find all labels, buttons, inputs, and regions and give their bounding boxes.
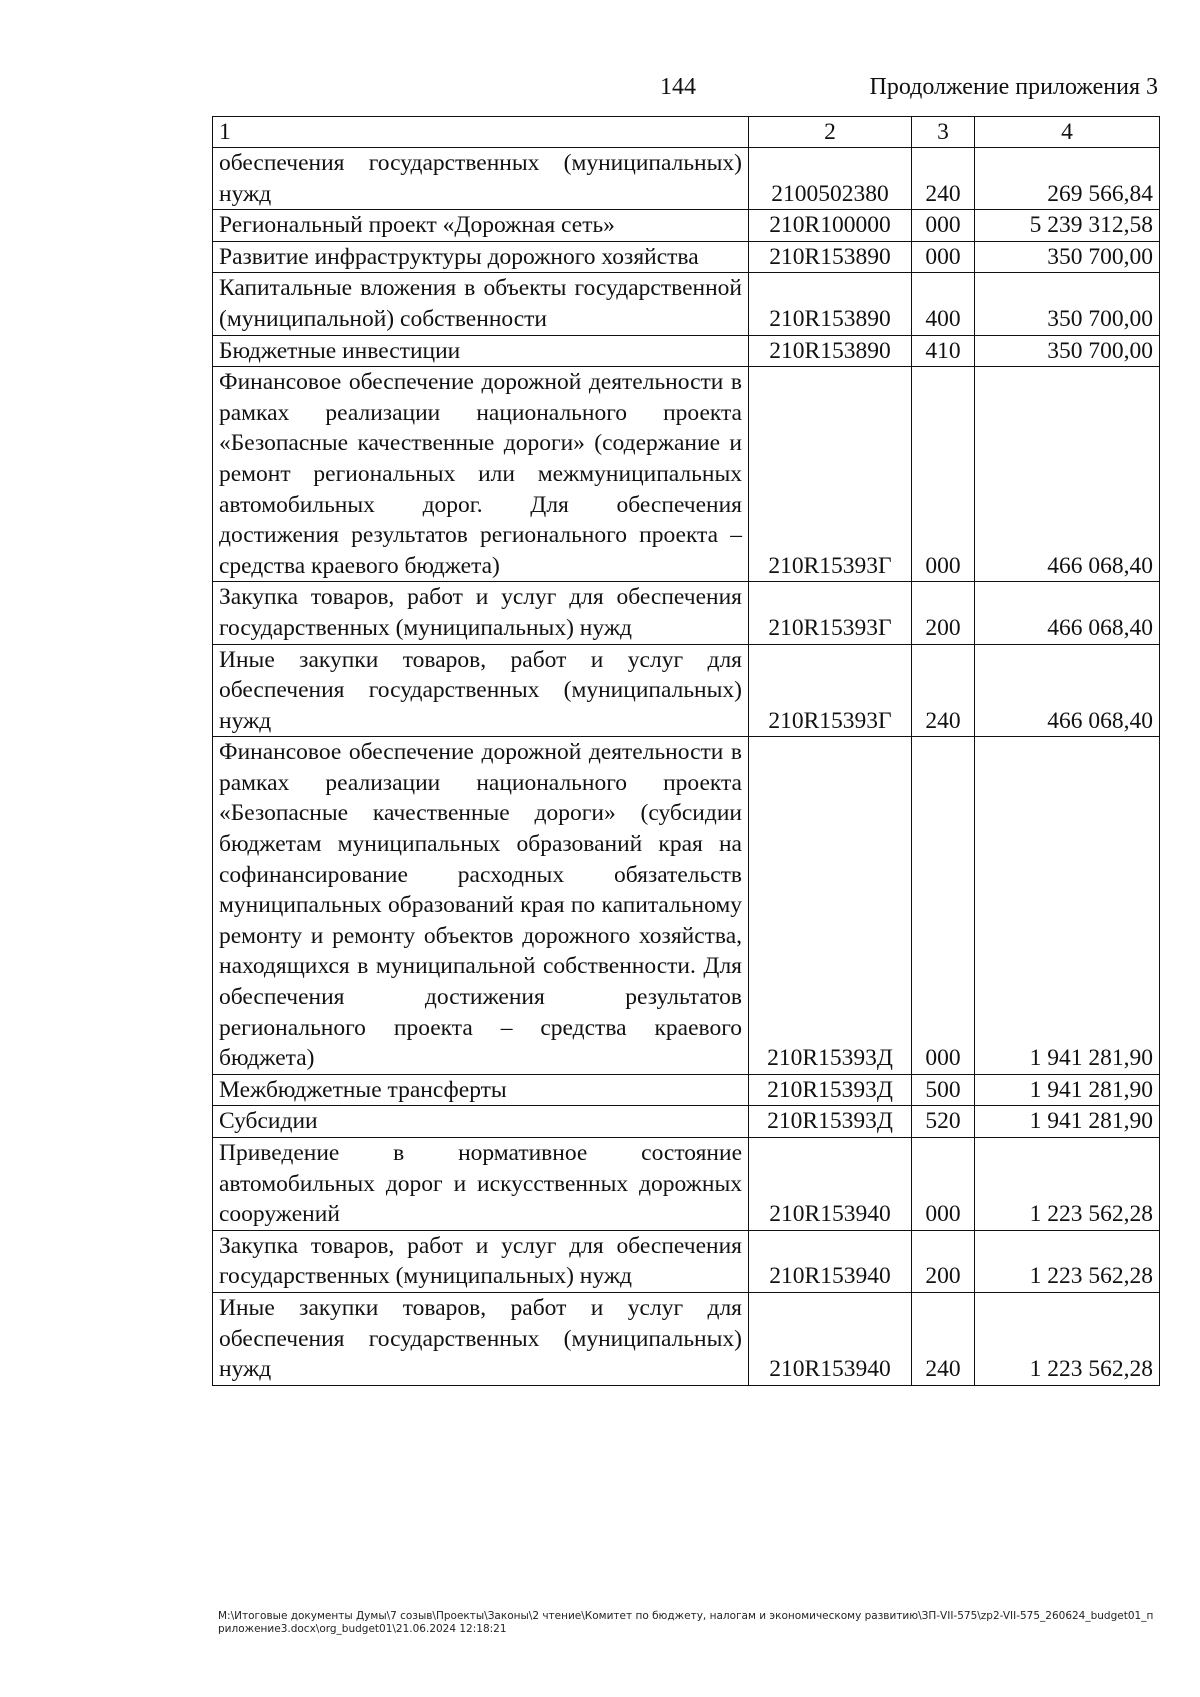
column-header-3: 3 <box>912 117 975 148</box>
expense-name-cell: Закупка товаров, работ и услуг для обеспечения государственных (муниципальных) нужд <box>213 582 749 644</box>
table-row <box>213 1106 1160 1138</box>
table-header-row <box>213 117 1160 148</box>
expense-name-cell: Субсидии <box>213 1106 749 1138</box>
table-row <box>213 1292 1160 1385</box>
target-code-cell: 210R15393Д <box>749 1074 912 1106</box>
amount-cell: 350 700,00 <box>975 335 1160 367</box>
column-header-1: 1 <box>213 117 749 148</box>
table-row <box>213 737 1160 1075</box>
expense-name-cell: Межбюджетные трансферты <box>213 1074 749 1106</box>
expense-name-cell: Бюджетные инвестиции <box>213 335 749 367</box>
target-code-cell: 210R100000 <box>749 210 912 242</box>
target-code-cell: 210R153940 <box>749 1230 912 1292</box>
amount-cell: 1 941 281,90 <box>975 1074 1160 1106</box>
target-code-cell: 210R15393Г <box>749 367 912 582</box>
table-row <box>213 1074 1160 1106</box>
expense-type-cell: 200 <box>912 582 975 644</box>
target-code-cell: 210R153940 <box>749 1138 912 1231</box>
expense-type-cell: 240 <box>912 148 975 210</box>
expense-type-cell: 000 <box>912 241 975 273</box>
amount-cell: 350 700,00 <box>975 241 1160 273</box>
target-code-cell: 210R153890 <box>749 241 912 273</box>
target-code-cell: 210R15393Г <box>749 644 912 737</box>
column-header-4: 4 <box>975 117 1160 148</box>
expense-type-cell: 000 <box>912 1138 975 1231</box>
expense-name-cell: Закупка товаров, работ и услуг для обеспечения государственных (муниципальных) нужд <box>213 1230 749 1292</box>
expense-name-cell: обеспечения государственных (муниципальных) нужд <box>213 148 749 210</box>
target-code-cell: 210R15393Г <box>749 582 912 644</box>
expense-type-cell: 240 <box>912 1292 975 1385</box>
expense-type-cell: 410 <box>912 335 975 367</box>
appendix-continuation-label: Продолжение приложения 3 <box>869 74 1158 100</box>
amount-cell: 1 223 562,28 <box>975 1230 1160 1292</box>
amount-cell: 269 566,84 <box>975 148 1160 210</box>
table-row <box>213 1138 1160 1231</box>
expense-type-cell: 500 <box>912 1074 975 1106</box>
target-code-cell: 2100502380 <box>749 148 912 210</box>
table-row <box>213 241 1160 273</box>
expense-type-cell: 000 <box>912 210 975 242</box>
expense-name-cell: Финансовое обеспечение дорожной деятельности в рамках реализации национального проекта «Безопасные качественные дороги» (содержание и ремонт региональных или межмуниципальных автомобильных дорог. Для обеспечения достижения результатов регионального проекта – средства краевого бюджета) <box>213 367 749 582</box>
amount-cell: 1 223 562,28 <box>975 1292 1160 1385</box>
target-code-cell: 210R15393Д <box>749 737 912 1075</box>
target-code-cell: 210R15393Д <box>749 1106 912 1138</box>
amount-cell: 1 223 562,28 <box>975 1138 1160 1231</box>
expense-name-cell: Развитие инфраструктуры дорожного хозяйства <box>213 241 749 273</box>
expense-type-cell: 240 <box>912 644 975 737</box>
budget-table <box>212 116 1160 1386</box>
target-code-cell: 210R153890 <box>749 335 912 367</box>
amount-cell: 350 700,00 <box>975 273 1160 335</box>
table-row <box>213 335 1160 367</box>
expense-name-cell: Финансовое обеспечение дорожной деятельности в рамках реализации национального проекта «Безопасные качественные дороги» (субсидии бюджетам муниципальных образований края на софинансирование расходных обязательств муниципальных образований края по капитальному ремонту и ремонту объектов дорожного хозяйства, находящихся в муниципальной собственности. Для обеспечения достижения результатов регионального проекта – средства краевого бюджета) <box>213 737 749 1075</box>
amount-cell: 466 068,40 <box>975 644 1160 737</box>
target-code-cell: 210R153890 <box>749 273 912 335</box>
table-row <box>213 1230 1160 1292</box>
document-file-path: M:\Итоговые документы Думы\7 созыв\Проекты\Законы\2 чтение\Комитет по бюджету, налогам и экономическому развитию\ЗП-VII-575\zp2-VII-575_260624_budget01_приложение3.docx\org_budget01\21.06.2024 12:18:21 <box>218 1610 1154 1635</box>
table-row <box>213 273 1160 335</box>
table-row <box>213 367 1160 582</box>
expense-name-cell: Капитальные вложения в объекты государственной (муниципальной) собственности <box>213 273 749 335</box>
table-row <box>213 644 1160 737</box>
table-row <box>213 210 1160 242</box>
column-header-2: 2 <box>749 117 912 148</box>
amount-cell: 466 068,40 <box>975 582 1160 644</box>
expense-type-cell: 000 <box>912 367 975 582</box>
expense-name-cell: Приведение в нормативное состояние автомобильных дорог и искусственных дорожных сооружений <box>213 1138 749 1231</box>
amount-cell: 466 068,40 <box>975 367 1160 582</box>
table-row <box>213 148 1160 210</box>
expense-type-cell: 400 <box>912 273 975 335</box>
expense-type-cell: 520 <box>912 1106 975 1138</box>
table-row <box>213 582 1160 644</box>
expense-type-cell: 200 <box>912 1230 975 1292</box>
amount-cell: 1 941 281,90 <box>975 1106 1160 1138</box>
expense-type-cell: 000 <box>912 737 975 1075</box>
expense-name-cell: Иные закупки товаров, работ и услуг для обеспечения государственных (муниципальных) нужд <box>213 1292 749 1385</box>
target-code-cell: 210R153940 <box>749 1292 912 1385</box>
expense-name-cell: Региональный проект «Дорожная сеть» <box>213 210 749 242</box>
amount-cell: 5 239 312,58 <box>975 210 1160 242</box>
expense-name-cell: Иные закупки товаров, работ и услуг для обеспечения государственных (муниципальных) нужд <box>213 644 749 737</box>
amount-cell: 1 941 281,90 <box>975 737 1160 1075</box>
page-number: 144 <box>660 74 696 100</box>
